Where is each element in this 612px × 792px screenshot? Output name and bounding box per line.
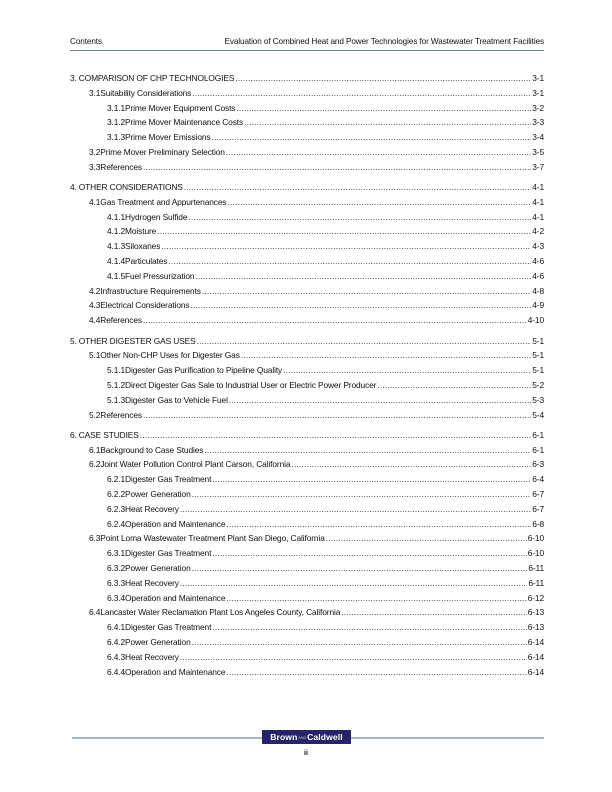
- toc-entry-page[interactable]: 4-1: [532, 211, 544, 222]
- toc-entry-page[interactable]: 6-1: [532, 444, 544, 455]
- toc-entry-number: 5.1: [89, 350, 101, 361]
- toc-subsection-entry[interactable]: [70, 517, 544, 532]
- toc-entry-page[interactable]: 4-1: [532, 182, 544, 193]
- toc-entry-title[interactable]: Digester Gas Treatment: [125, 474, 212, 485]
- toc-entry-page[interactable]: 6-14: [527, 636, 544, 647]
- dot-leader: [227, 195, 531, 210]
- toc-entry-title[interactable]: Gas Treatment and Appurtenances: [100, 196, 227, 207]
- dot-leader: [195, 269, 531, 284]
- toc-entry-title[interactable]: Direct Digester Gas Sale to Industrial User or Electric Power Producer: [125, 379, 377, 390]
- toc-entry-number: 4.1.4: [107, 256, 126, 267]
- toc-entry-title[interactable]: OTHER DIGESTER GAS USES: [78, 335, 196, 346]
- dot-leader: [168, 254, 531, 269]
- toc-section-entry[interactable]: [70, 443, 544, 458]
- toc-entry-title[interactable]: COMPARISON OF CHP TECHNOLOGIES: [78, 73, 235, 83]
- toc-subsection-entry[interactable]: [70, 487, 544, 502]
- toc-subsection-entry[interactable]: [70, 502, 544, 517]
- toc-entry-number: 6.2.2: [107, 489, 126, 500]
- running-header: [70, 36, 544, 51]
- toc-entry-number: 4.1.5: [107, 270, 126, 281]
- toc-entry-title[interactable]: Power Generation: [125, 489, 191, 500]
- toc-entry-title[interactable]: OTHER CONSIDERATIONS: [78, 182, 183, 193]
- toc-entry-title[interactable]: Joint Water Pollution Control Plant Carson, California: [100, 459, 291, 470]
- toc-entry-page[interactable]: 6-1: [532, 429, 544, 440]
- toc-entry-page[interactable]: 6-14: [527, 651, 544, 662]
- dot-leader: [190, 298, 531, 313]
- toc-entry-page[interactable]: 6-13: [527, 607, 544, 618]
- toc-entry-page[interactable]: 3-1: [532, 87, 544, 98]
- toc-entry-page[interactable]: 5-4: [532, 409, 544, 420]
- toc-entry-number: 6.4.4: [107, 666, 126, 677]
- toc-section-entry[interactable]: [70, 531, 544, 546]
- toc-entry-page[interactable]: 4-3: [532, 241, 544, 252]
- dot-leader: [184, 180, 532, 195]
- dot-leader: [161, 239, 531, 254]
- dot-leader: [226, 145, 531, 160]
- toc-entry-number: 5.2: [89, 409, 101, 420]
- toc-entry-title[interactable]: Digester Gas Treatment: [125, 548, 212, 559]
- toc-entry-page[interactable]: 3-5: [532, 146, 544, 157]
- toc-section-entry[interactable]: [70, 160, 544, 175]
- toc-subsection-entry[interactable]: [70, 254, 544, 269]
- toc-entry-number: 6.3.4: [107, 592, 126, 603]
- toc-entry-number: 3.1: [89, 87, 101, 98]
- dot-leader: [212, 546, 526, 561]
- toc-subsection-entry[interactable]: [70, 269, 544, 284]
- dot-leader: [244, 115, 531, 130]
- toc-entry-title[interactable]: Digester Gas Treatment: [125, 622, 212, 633]
- toc-entry-number: 4.: [70, 182, 77, 193]
- toc-entry-page[interactable]: 6-11: [528, 563, 544, 573]
- toc-section-entry[interactable]: [70, 408, 544, 423]
- toc-entry-page[interactable]: 5-3: [532, 394, 544, 405]
- dot-leader: [283, 363, 531, 378]
- toc-section-entry[interactable]: [70, 86, 544, 101]
- dot-leader: [212, 472, 531, 487]
- dot-leader: [341, 605, 526, 620]
- page-number: ii: [304, 750, 308, 757]
- logo-word-brown: Brown: [270, 732, 298, 742]
- toc-entry-page[interactable]: 5-1: [532, 335, 544, 346]
- toc-entry-page[interactable]: 3-2: [532, 102, 544, 113]
- toc-section-entry[interactable]: [70, 284, 544, 299]
- toc-subsection-entry[interactable]: [70, 378, 544, 393]
- toc-section-entry[interactable]: [70, 605, 544, 620]
- table-of-contents: [70, 71, 544, 679]
- toc-section-entry[interactable]: [70, 348, 544, 363]
- toc-entry-number: 4.1.3: [107, 241, 126, 252]
- toc-subsection-entry[interactable]: [70, 115, 544, 130]
- toc-entry-page[interactable]: 3-4: [532, 132, 544, 143]
- toc-chapter-entry[interactable]: [70, 428, 544, 443]
- toc-entry-page[interactable]: 6-11: [528, 577, 544, 588]
- toc-entry-number: 6.4.1: [107, 622, 126, 633]
- dot-leader: [192, 86, 531, 101]
- dot-leader: [377, 378, 531, 393]
- toc-entry-title[interactable]: Prime Mover Equipment Costs: [125, 102, 236, 113]
- toc-entry-number: 6.4.2: [107, 636, 126, 647]
- toc-entry-title[interactable]: Infrastructure Requirements: [100, 285, 201, 296]
- dot-leader: [188, 210, 531, 225]
- toc-entry-page[interactable]: 3-1: [532, 73, 544, 83]
- toc-subsection-entry[interactable]: [70, 665, 544, 680]
- toc-entry-page[interactable]: 4-1: [532, 196, 544, 207]
- toc-entry-title[interactable]: Heat Recovery: [125, 503, 179, 514]
- toc-section-entry[interactable]: [70, 298, 544, 313]
- toc-section-entry[interactable]: [70, 313, 544, 328]
- dot-leader: [180, 576, 527, 591]
- toc-subsection-entry[interactable]: [70, 393, 544, 408]
- toc-entry-number: 5.: [70, 335, 77, 346]
- dot-leader: [236, 101, 531, 116]
- toc-entry-title[interactable]: Lancaster Water Reclamation Plant Los Angeles County, California: [100, 607, 341, 618]
- toc-entry-number: 4.1.2: [107, 226, 126, 237]
- toc-entry-page[interactable]: 4-8: [532, 285, 544, 296]
- toc-entry-page[interactable]: 3-7: [532, 161, 544, 172]
- toc-entry-page[interactable]: 5-1: [532, 350, 544, 361]
- toc-subsection-entry[interactable]: [70, 576, 544, 591]
- toc-entry-title[interactable]: Other Non-CHP Uses for Digester Gas: [100, 350, 240, 361]
- toc-entry-title[interactable]: Moisture: [125, 226, 157, 237]
- dot-leader: [192, 561, 528, 576]
- toc-entry-number: 6.3.1: [107, 548, 126, 559]
- toc-entry-title[interactable]: References: [100, 315, 142, 326]
- toc-entry-page[interactable]: 4-10: [527, 315, 544, 326]
- header-document-title: Evaluation of Combined Heat and Power Technologies for Wastewater Treatment Facilities: [224, 37, 544, 46]
- toc-entry-page[interactable]: 6-7: [532, 489, 544, 500]
- toc-entry-number: 3.2: [89, 146, 101, 157]
- toc-entry-number: 6.2.1: [107, 474, 126, 485]
- toc-subsection-entry[interactable]: [70, 472, 544, 487]
- toc-entry-title[interactable]: Operation and Maintenance: [125, 592, 226, 603]
- dot-leader: [204, 443, 531, 458]
- toc-entry-page[interactable]: 6-13: [527, 622, 544, 633]
- dot-leader: [157, 224, 531, 239]
- toc-entry-page[interactable]: 6-3: [532, 459, 544, 470]
- toc-chapter-entry[interactable]: [70, 180, 544, 195]
- toc-entry-number: 6.2.3: [107, 503, 126, 514]
- dot-leader: [326, 531, 527, 546]
- toc-entry-number: 6.2: [89, 459, 101, 470]
- toc-entry-number: 3.1.1: [107, 102, 126, 113]
- toc-entry-number: 3.: [70, 73, 77, 83]
- toc-entry-number: 4.4: [89, 315, 101, 326]
- toc-entry-title[interactable]: Background to Case Studies: [100, 444, 204, 455]
- dot-leader: [226, 665, 526, 680]
- dot-leader: [140, 428, 532, 443]
- toc-entry-page[interactable]: 6-10: [527, 533, 544, 544]
- toc-entry-page[interactable]: 6-10: [527, 548, 544, 559]
- toc-entry-title[interactable]: Fuel Pressurization: [125, 270, 195, 281]
- header-section-label: Contents: [70, 37, 102, 46]
- dot-leader: [291, 457, 531, 472]
- dot-leader: [192, 635, 527, 650]
- toc-subsection-entry[interactable]: [70, 635, 544, 650]
- dot-leader: [180, 502, 531, 517]
- toc-entry-number: 6.3.2: [107, 563, 126, 573]
- dot-leader: [241, 348, 531, 363]
- toc-entry-title[interactable]: Operation and Maintenance: [125, 666, 226, 677]
- dot-leader: [192, 487, 532, 502]
- toc-entry-number: 4.2: [89, 285, 101, 296]
- toc-entry-number: 4.3: [89, 300, 101, 311]
- toc-entry-number: 3.3: [89, 161, 101, 172]
- toc-entry-number: 6.4.3: [107, 651, 126, 662]
- toc-entry-title[interactable]: Operation and Maintenance: [125, 518, 226, 529]
- toc-entry-number: 6.2.4: [107, 518, 126, 529]
- toc-entry-title[interactable]: Prime Mover Preliminary Selection: [100, 146, 225, 157]
- toc-entry-title[interactable]: Heat Recovery: [125, 577, 179, 588]
- toc-entry-number: 6.: [70, 429, 77, 440]
- toc-entry-title[interactable]: Power Generation: [125, 563, 191, 573]
- toc-entry-title[interactable]: References: [100, 409, 142, 420]
- toc-entry-title[interactable]: Prime Mover Emissions: [125, 132, 211, 143]
- toc-entry-title[interactable]: Particulates: [125, 256, 168, 267]
- toc-entry-title[interactable]: Power Generation: [125, 636, 191, 647]
- toc-entry-title[interactable]: Suitability Considerations: [100, 87, 192, 98]
- toc-subsection-entry[interactable]: [70, 224, 544, 239]
- dot-leader: [180, 650, 527, 665]
- toc-entry-page[interactable]: 6-8: [532, 518, 544, 529]
- dot-leader: [212, 620, 526, 635]
- dot-leader: [235, 71, 531, 86]
- brown-and-caldwell-logo: [262, 730, 351, 744]
- dot-leader: [211, 130, 531, 145]
- toc-entry-page[interactable]: 5-2: [532, 379, 544, 390]
- toc-entry-page[interactable]: 5-1: [532, 365, 544, 376]
- toc-entry-title[interactable]: CASE STUDIES: [78, 429, 139, 440]
- toc-entry-number: 4.1.1: [107, 211, 126, 222]
- toc-entry-page[interactable]: 4-2: [532, 226, 544, 237]
- toc-subsection-entry[interactable]: [70, 561, 544, 576]
- toc-subsection-entry[interactable]: [70, 210, 544, 225]
- toc-subsection-entry[interactable]: [70, 546, 544, 561]
- toc-entry-number: 4.1: [89, 196, 101, 207]
- toc-entry-number: 6.3.3: [107, 577, 126, 588]
- dot-leader: [229, 393, 531, 408]
- dot-leader: [143, 408, 531, 423]
- toc-entry-number: 3.1.3: [107, 132, 126, 143]
- toc-chapter-entry[interactable]: [70, 334, 544, 349]
- toc-entry-title[interactable]: Point Loma Wastewater Treatment Plant San Diego, California: [100, 533, 325, 544]
- toc-entry-number: 6.4: [89, 607, 101, 618]
- toc-entry-page[interactable]: 6-14: [527, 666, 544, 677]
- toc-entry-page[interactable]: 4-6: [532, 256, 544, 267]
- toc-entry-title[interactable]: Hydrogen Sulfide: [125, 211, 188, 222]
- toc-entry-number: 6.1: [89, 444, 101, 455]
- toc-entry-page[interactable]: 6-7: [532, 503, 544, 514]
- toc-entry-number: 3.1.2: [107, 117, 126, 128]
- toc-entry-page[interactable]: 6-12: [527, 592, 544, 603]
- toc-entry-title[interactable]: Digester Gas to Vehicle Fuel: [125, 394, 228, 405]
- toc-section-entry[interactable]: [70, 195, 544, 210]
- toc-subsection-entry[interactable]: [70, 620, 544, 635]
- dot-leader: [202, 284, 531, 299]
- toc-entry-title[interactable]: Electrical Considerations: [100, 300, 190, 311]
- toc-subsection-entry[interactable]: [70, 101, 544, 116]
- dot-leader: [197, 334, 532, 349]
- toc-entry-number: 5.1.3: [107, 394, 126, 405]
- dot-leader: [143, 160, 531, 175]
- toc-entry-title[interactable]: Prime Mover Maintenance Costs: [125, 117, 244, 128]
- dot-leader: [226, 517, 531, 532]
- toc-entry-title[interactable]: References: [100, 161, 142, 172]
- toc-entry-number: 5.1.1: [107, 365, 126, 376]
- toc-section-entry[interactable]: [70, 457, 544, 472]
- toc-entry-page[interactable]: 4-6: [532, 270, 544, 281]
- dot-leader: [226, 591, 526, 606]
- toc-entry-title[interactable]: Heat Recovery: [125, 651, 179, 662]
- toc-subsection-entry[interactable]: [70, 130, 544, 145]
- toc-subsection-entry[interactable]: [70, 239, 544, 254]
- logo-word-and: AND: [298, 735, 307, 740]
- toc-entry-page[interactable]: 3-3: [532, 117, 544, 128]
- toc-entry-title[interactable]: Siloxanes: [125, 241, 161, 252]
- toc-entry-page[interactable]: 4-9: [532, 300, 544, 311]
- toc-entry-number: 5.1.2: [107, 379, 126, 390]
- toc-subsection-entry[interactable]: [70, 591, 544, 606]
- toc-entry-page[interactable]: 6-4: [532, 474, 544, 485]
- toc-section-entry[interactable]: [70, 145, 544, 160]
- toc-chapter-entry[interactable]: [70, 71, 544, 86]
- toc-entry-title[interactable]: Digester Gas Purification to Pipeline Quality: [125, 365, 283, 376]
- toc-subsection-entry[interactable]: [70, 650, 544, 665]
- dot-leader: [143, 313, 527, 328]
- logo-word-caldwell: Caldwell: [307, 732, 343, 742]
- toc-subsection-entry[interactable]: [70, 363, 544, 378]
- toc-entry-number: 6.3: [89, 533, 101, 544]
